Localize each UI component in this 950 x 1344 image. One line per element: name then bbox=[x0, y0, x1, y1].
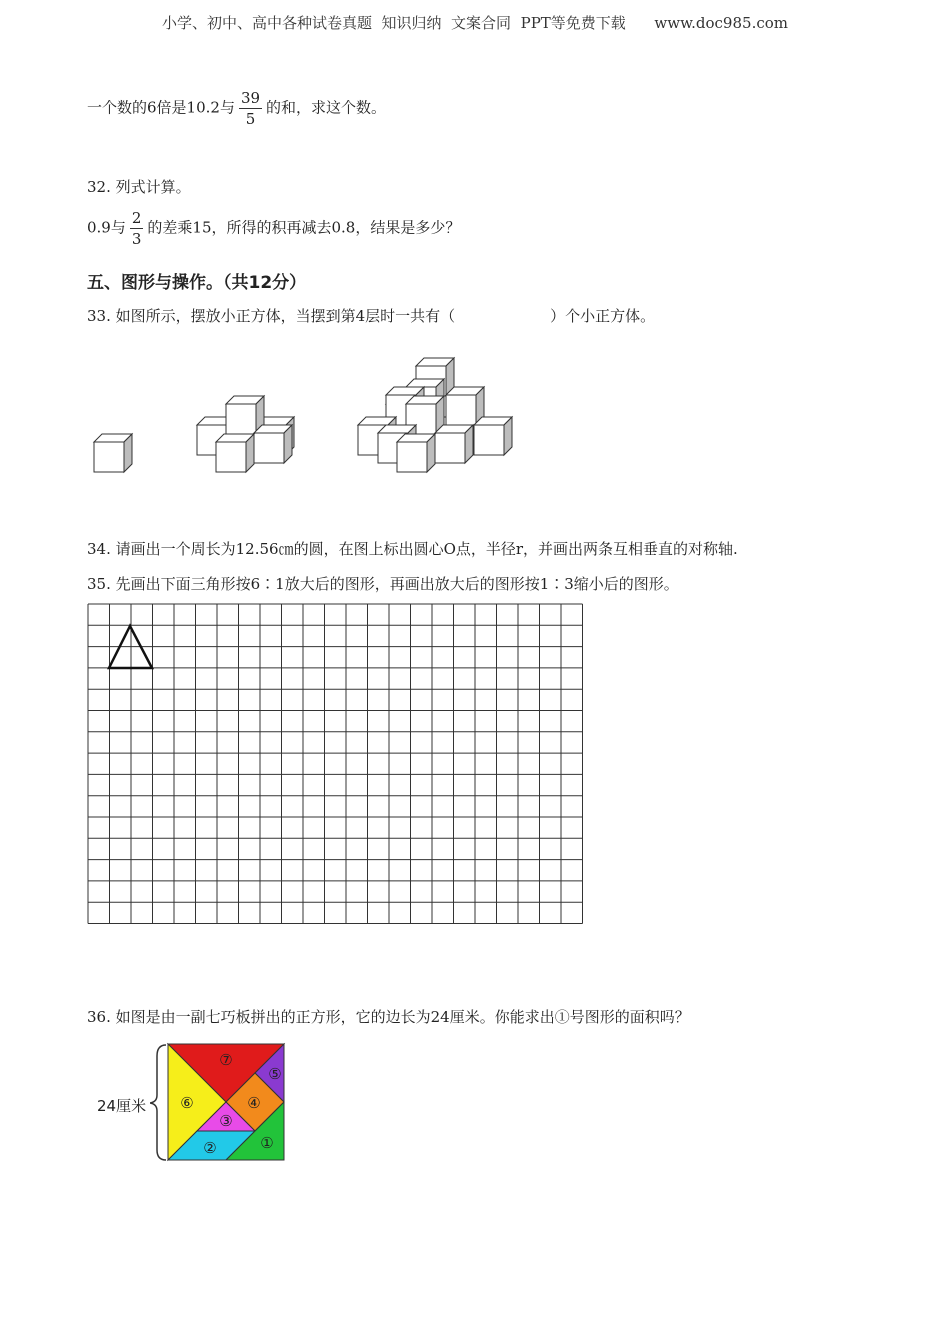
q32-fraction bbox=[130, 208, 144, 249]
drawing-grid[interactable] bbox=[85, 600, 585, 930]
q31-denominator: 5 bbox=[245, 110, 256, 128]
q31-numerator: 39 bbox=[240, 89, 261, 107]
q32-text-after: 的差乘15，所得的积再减去0.8，结果是多少？ bbox=[147, 218, 461, 237]
brace-shape bbox=[150, 1045, 166, 1160]
q31-fraction bbox=[239, 88, 262, 129]
q32-numerator: 2 bbox=[131, 209, 142, 227]
cube-stacks-figure bbox=[80, 345, 530, 480]
q32-line bbox=[87, 208, 460, 249]
section-title: 五、图形与操作。（共12分） bbox=[87, 273, 307, 293]
q33-text-before: 33. 如图所示，摆放小正方体，当摆到第4层时一共有（ bbox=[87, 307, 456, 325]
q36-text: 36. 如图是由一副七巧板拼出的正方形，它的边长为24厘米。你能求出①号图形的面积吗？ bbox=[87, 1008, 690, 1026]
label-5: ⑤ bbox=[268, 1065, 282, 1083]
label-1: ① bbox=[260, 1134, 274, 1152]
cube-stack-3-layers bbox=[358, 358, 512, 472]
side-length-label: 24厘米 bbox=[97, 1097, 147, 1115]
label-7: ⑦ bbox=[219, 1051, 233, 1069]
q32-denominator: 3 bbox=[131, 230, 142, 248]
label-6: ⑥ bbox=[180, 1094, 194, 1112]
q31-text-after: 的和，求这个数。 bbox=[266, 98, 387, 117]
q32-title: 32. 列式计算。 bbox=[87, 178, 191, 196]
q33-line bbox=[87, 305, 655, 326]
q32-text-before: 0.9与 bbox=[87, 218, 126, 237]
q34-text: 34. 请画出一个周长为12.56㎝的圆，在图上标出圆心O点，半径r，并画出两条互相垂直的对称轴. bbox=[87, 540, 738, 558]
q31-text-before: 一个数的6倍是10.2与 bbox=[87, 98, 235, 117]
label-2: ② bbox=[203, 1139, 217, 1157]
q33-text-after: ）个小正方体。 bbox=[550, 307, 656, 325]
page-header: 小学、初中、高中各种试卷真题 知识归纳 文案合同 PPT等免费下载 www.doc985.com bbox=[161, 14, 788, 32]
tangram-figure bbox=[150, 1040, 290, 1165]
cube-stack-2-layers bbox=[197, 396, 294, 472]
cube bbox=[94, 434, 132, 472]
q35-text: 35. 先画出下面三角形按6∶1放大后的图形，再画出放大后的图形按1∶3缩小后的图形。 bbox=[87, 575, 679, 593]
q31-line bbox=[87, 88, 386, 129]
label-4: ④ bbox=[247, 1094, 261, 1112]
label-3: ③ bbox=[219, 1112, 233, 1130]
